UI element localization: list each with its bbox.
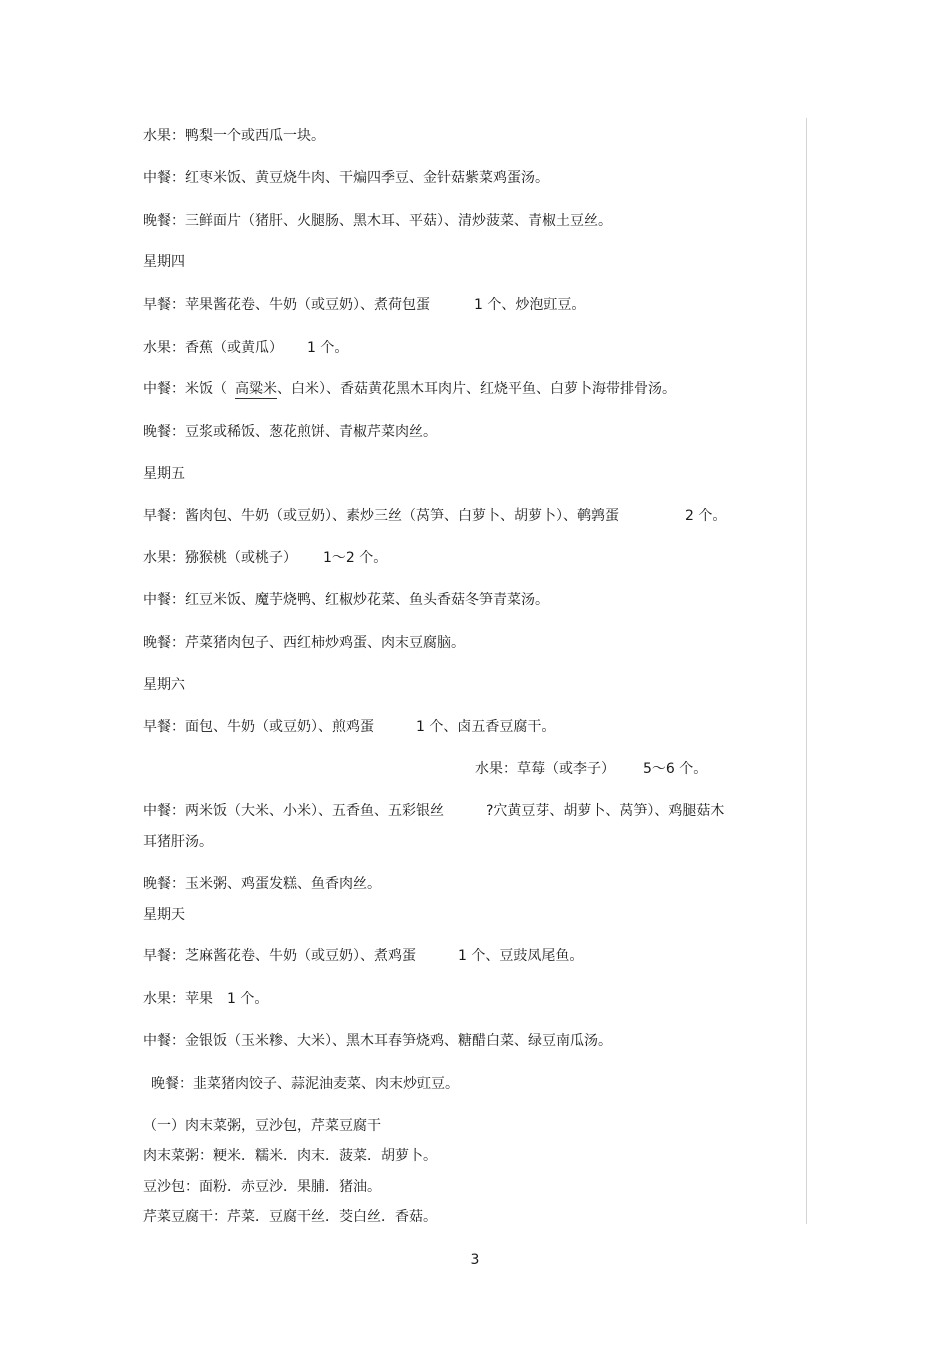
line-text: 早餐：芝麻酱花卷、牛奶（或豆奶）、煮鸡蛋 — [143, 948, 416, 964]
line-text: 1 个、炒泡豇豆。 — [474, 297, 586, 313]
text-line — [143, 718, 555, 736]
line-text: 1 个。 — [227, 991, 269, 1007]
text-line — [143, 1208, 437, 1226]
line-text: 1 个。 — [307, 340, 349, 356]
line-text: 晚餐：豆浆或稀饭、葱花煎饼、青椒芹菜肉丝。 — [143, 424, 437, 440]
text-line — [143, 1032, 612, 1050]
day-heading — [143, 906, 185, 924]
text-line — [143, 127, 325, 145]
line-text: 早餐：酱肉包、牛奶（或豆奶）、素炒三丝（莴笋、白萝卜、胡萝卜）、鹌鹑蛋 — [143, 508, 619, 524]
day-heading-text: 星期四 — [143, 254, 185, 270]
line-text: 水果：苹果 — [143, 991, 213, 1007]
day-heading-text: 星期天 — [143, 907, 185, 923]
line-text: 5～6 个。 — [643, 761, 708, 777]
line-text: 中餐：米饭（ — [143, 381, 227, 397]
margin-rule — [806, 118, 807, 1224]
day-heading-text: 星期六 — [143, 677, 185, 693]
page-number: 3 — [470, 1252, 480, 1268]
text-line — [143, 833, 213, 851]
day-heading — [143, 676, 185, 694]
line-text: 水果：草莓（或李子） — [475, 761, 615, 777]
line-text: 晚餐：芹菜猪肉包子、西红柿炒鸡蛋、肉末豆腐脑。 — [143, 635, 465, 651]
text-line — [143, 990, 268, 1008]
text-line — [143, 380, 676, 398]
day-heading — [143, 253, 185, 271]
line-text: 中餐：红枣米饭、黄豆烧牛肉、干煸四季豆、金针菇紫菜鸡蛋汤。 — [143, 170, 549, 186]
underlined-term: 高粱米 — [235, 381, 277, 397]
line-text: 中餐：金银饭（玉米糁、大米）、黑木耳春笋烧鸡、糖醋白菜、绿豆南瓜汤。 — [143, 1033, 612, 1049]
line-text: 中餐：两米饭（大米、小米）、五香鱼、五彩银丝 — [143, 803, 444, 819]
text-line — [143, 875, 381, 893]
line-text: 晚餐：三鲜面片（猪肝、火腿肠、黑木耳、平菇）、清炒菠菜、青椒土豆丝。 — [143, 213, 612, 229]
line-text: 1～2 个。 — [323, 550, 388, 566]
text-line — [143, 339, 348, 357]
line-text: 、白米）、香菇黄花黑木耳肉片、红烧平鱼、白萝卜海带排骨汤。 — [277, 381, 676, 397]
line-text: 芹菜豆腐干：芹菜．豆腐干丝．茭白丝．香菇。 — [143, 1209, 437, 1225]
text-line — [143, 212, 612, 230]
line-text: 2 个。 — [685, 508, 727, 524]
line-text: 耳猪肝汤。 — [143, 834, 213, 850]
text-line — [143, 634, 465, 652]
day-heading — [143, 465, 185, 483]
text-line — [143, 947, 583, 965]
text-line — [143, 591, 549, 609]
line-text: 中餐：红豆米饭、魔芋烧鸭、红椒炒花菜、鱼头香菇冬笋青菜汤。 — [143, 592, 549, 608]
text-line — [143, 549, 387, 567]
line-text: 水果：猕猴桃（或桃子） — [143, 550, 297, 566]
line-text: 早餐：苹果酱花卷、牛奶（或豆奶）、煮荷包蛋 — [143, 297, 430, 313]
text-line — [151, 1075, 459, 1093]
line-text: 早餐：面包、牛奶（或豆奶）、煎鸡蛋 — [143, 719, 374, 735]
recipe-heading — [143, 1117, 381, 1135]
line-text: 豆沙包：面粉．赤豆沙．果脯．猪油。 — [143, 1179, 381, 1195]
text-line — [143, 507, 726, 525]
day-heading-text: 星期五 — [143, 466, 185, 482]
text-line — [143, 1147, 437, 1165]
line-text: 肉末菜粥：粳米．糯米．肉末．菠菜．胡萝卜。 — [143, 1148, 437, 1164]
line-text: 晚餐：韭菜猪肉饺子、蒜泥油麦菜、肉末炒豇豆。 — [151, 1076, 459, 1092]
text-line — [143, 1178, 381, 1196]
line-text: 1 个、卤五香豆腐干。 — [416, 719, 556, 735]
line-text: 1 个、豆豉凤尾鱼。 — [458, 948, 584, 964]
recipe-heading-text: （一）肉末菜粥，豆沙包，芹菜豆腐干 — [143, 1118, 381, 1134]
line-text: 水果：鸭梨一个或西瓜一块。 — [143, 128, 325, 144]
text-line — [143, 423, 437, 441]
text-line — [143, 169, 549, 187]
text-line — [475, 760, 707, 778]
line-text: 水果：香蕉（或黄瓜） — [143, 340, 283, 356]
line-text: ?穴黄豆芽、胡萝卜、莴笋）、鸡腿菇木 — [486, 803, 725, 819]
text-line — [143, 296, 585, 314]
line-text: 晚餐：玉米粥、鸡蛋发糕、鱼香肉丝。 — [143, 876, 381, 892]
text-line — [143, 802, 724, 820]
